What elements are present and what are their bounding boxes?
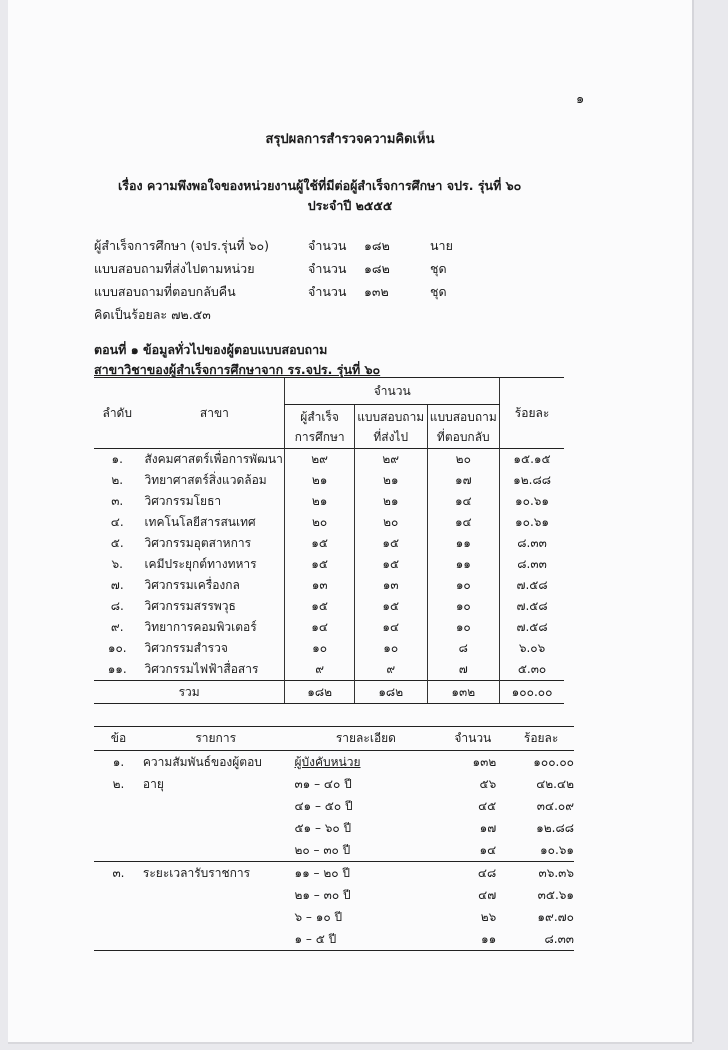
row-percent: ๗.๕๘	[500, 575, 564, 596]
row-order: ๖.	[111, 557, 123, 571]
summary-number: ๑๘๒	[364, 261, 390, 276]
row-graduates: ๑๐	[285, 638, 355, 659]
row-item	[143, 906, 289, 928]
row-order: ๙.	[110, 620, 124, 634]
branch-row	[94, 449, 564, 471]
branch-table	[94, 377, 564, 704]
row-order: ๗.	[110, 578, 124, 592]
summary-number: ๑๓๒	[364, 284, 389, 299]
row-item-no	[94, 839, 143, 862]
row-returned: ๑๐	[427, 617, 500, 638]
summary-number: ๑๘๒	[364, 238, 390, 253]
row-detail: ๓๑ – ๔๐ ปี	[294, 776, 352, 791]
row-percent: ๗.๕๘	[500, 596, 564, 617]
row-returned: ๑๐	[427, 596, 500, 617]
row-count: ๑๓๒	[472, 754, 497, 769]
header-count-group: จำนวน	[285, 378, 500, 405]
branch-row	[94, 575, 564, 596]
row-sent: ๙	[354, 659, 427, 681]
row-sent: ๑๕	[354, 596, 427, 617]
row-detail: ๑๑ – ๒๐ ปี	[288, 862, 437, 885]
row-branch: วิศวกรรมเครื่องกล	[144, 578, 240, 592]
header-graduates: ผู้สำเร็จ การศึกษา	[285, 405, 355, 449]
branch-row	[94, 491, 564, 512]
row-returned: ๑๗	[427, 470, 500, 491]
row-detail: ๑ – ๕ ปี	[288, 928, 437, 951]
row-count: ๕๖	[479, 776, 497, 791]
row-returned: ๑๔	[427, 491, 500, 512]
row-returned: ๑๑	[427, 554, 500, 575]
row-item	[143, 817, 289, 839]
row-order: ๔.	[110, 515, 124, 529]
section-subheading: สาขาวิชาของผู้สำเร็จการศึกษาจาก รร.จปร. รุ่นที่ ๖๐	[94, 362, 381, 377]
row-item-no	[94, 928, 143, 951]
total-sent: ๑๘๒	[354, 681, 427, 704]
header-order: ลำดับ	[94, 378, 140, 449]
total-returned: ๑๓๒	[427, 681, 500, 704]
row-percent: ๑๙.๗๐	[537, 909, 574, 924]
row-graduates: ๑๔	[285, 617, 355, 638]
branch-row	[94, 596, 564, 617]
document-year: ประจำปี ๒๕๕๕	[307, 198, 393, 213]
row-count: ๒๖	[480, 909, 497, 924]
row-detail: ผู้บังคับหน่วย	[294, 754, 361, 769]
percent-line: คิดเป็นร้อยละ ๗๒.๕๓	[94, 307, 211, 322]
row-detail: ๒๐ – ๓๐ ปี	[294, 842, 351, 857]
row-order: ๓.	[111, 494, 124, 508]
branch-row	[94, 617, 564, 638]
row-order: ๑๐.	[107, 641, 127, 655]
header-item: รายการ	[143, 727, 289, 751]
row-order: ๘.	[110, 599, 124, 613]
document-title: สรุปผลการสำรวจความคิดเห็น	[265, 132, 435, 147]
row-sent: ๑๐	[354, 638, 427, 659]
row-graduates: ๒๑	[285, 491, 355, 512]
summary-word: จำนวน	[308, 238, 347, 253]
row-graduates: ๑๕	[285, 533, 355, 554]
header-percent: ร้อยละ	[508, 727, 574, 751]
respondent-row	[94, 751, 574, 774]
total-percent: ๑๐๐.๐๐	[500, 681, 564, 704]
branch-row	[94, 470, 564, 491]
summary-label: แบบสอบถามที่ตอบกลับคืน	[94, 284, 236, 299]
row-returned: ๑๑	[427, 533, 500, 554]
row-sent: ๒๑	[354, 491, 427, 512]
header-count: จำนวน	[437, 727, 508, 751]
row-sent: ๑๔	[354, 617, 427, 638]
row-sent: ๒๐	[354, 512, 427, 533]
document-page	[8, 0, 692, 1042]
row-percent: ๑๐๐.๐๐	[533, 754, 574, 769]
document-subject: เรื่อง ความพึงพอใจของหน่วยงานผู้ใช้ที่มีต่อผู้สำเร็จการศึกษา จปร. รุ่นที่ ๖๐	[118, 178, 522, 193]
summary-label: ผู้สำเร็จการศึกษา (จปร.รุ่นที่ ๖๐)	[94, 238, 270, 253]
row-count: ๔๕	[478, 798, 497, 813]
row-percent: ๓๖.๓๖	[508, 862, 574, 885]
header-detail: รายละเอียด	[288, 727, 437, 751]
row-percent: ๑๕.๑๕	[500, 449, 564, 471]
respondent-row	[94, 884, 574, 906]
row-percent: ๘.๓๓	[508, 928, 574, 951]
row-returned: ๗	[427, 659, 500, 681]
respondent-row	[94, 928, 574, 951]
row-percent: ๘.๓๓	[500, 533, 564, 554]
respondent-row	[94, 839, 574, 862]
summary-label: แบบสอบถามที่ส่งไปตามหน่วย	[94, 261, 255, 276]
row-order: ๒.	[111, 473, 124, 487]
row-returned: ๒๐	[427, 449, 500, 471]
row-item-no	[94, 795, 143, 817]
row-percent: ๕.๓๐	[500, 659, 564, 681]
row-count: ๑๗	[479, 820, 497, 835]
row-item-no: ๓.	[94, 862, 143, 885]
summary-unit: นาย	[430, 238, 453, 253]
branch-table-body	[94, 449, 564, 681]
branch-row	[94, 533, 564, 554]
row-order: ๑๑.	[107, 662, 127, 676]
row-returned: ๘	[427, 638, 500, 659]
row-sent: ๑๓	[354, 575, 427, 596]
row-item	[143, 928, 289, 951]
row-sent: ๑๕	[354, 533, 427, 554]
row-graduates: ๒๙	[285, 449, 355, 471]
row-graduates: ๒๑	[285, 470, 355, 491]
row-item	[143, 839, 289, 862]
row-sent: ๒๙	[354, 449, 427, 471]
summary-word: จำนวน	[308, 284, 347, 299]
page-number: ๑	[576, 92, 585, 107]
row-detail: ๕๑ – ๖๐ ปี	[294, 820, 352, 835]
row-item-no	[94, 817, 143, 839]
header-sent: แบบสอบถาม ที่ส่งไป	[354, 405, 427, 449]
respondent-row	[94, 773, 574, 795]
row-item: ระยะเวลารับราชการ	[143, 862, 289, 885]
row-count: ๑๑	[437, 928, 508, 951]
row-item-no: ๑.	[112, 754, 125, 769]
summary-unit: ชุด	[430, 261, 447, 276]
respondent-row	[94, 862, 574, 885]
row-branch: วิศวกรรมอุตสาหการ	[144, 536, 252, 550]
branch-row	[94, 659, 564, 681]
row-percent: ๑๐.๖๑	[500, 512, 564, 533]
row-branch: วิศวกรรมสรรพวุธ	[144, 599, 236, 613]
row-item-no	[94, 906, 143, 928]
row-detail: ๒๑ – ๓๐ ปี	[294, 887, 351, 902]
branch-row	[94, 554, 564, 575]
row-graduates: ๑๕	[285, 554, 355, 575]
row-percent: ๑๒.๘๘	[500, 470, 564, 491]
row-detail: ๖ – ๑๐ ปี	[294, 909, 343, 924]
row-item	[143, 884, 289, 906]
row-branch: วิทยาศาสตร์สิ่งแวดล้อม	[144, 473, 267, 487]
row-branch: วิศวกรรมโยธา	[144, 494, 222, 508]
row-item-no	[94, 884, 143, 906]
row-graduates: ๙	[285, 659, 355, 681]
row-item	[143, 795, 289, 817]
row-order: ๕.	[110, 536, 124, 550]
header-percent: ร้อยละ	[500, 378, 564, 449]
row-order: ๑.	[94, 449, 140, 471]
row-count: ๔๘	[437, 862, 508, 885]
row-count: ๑๔	[479, 842, 497, 857]
respondent-table-body	[94, 751, 574, 951]
total-graduates: ๑๘๒	[285, 681, 355, 704]
summary-unit: ชุด	[430, 284, 447, 299]
header-returned: แบบสอบถาม ที่ตอบกลับ	[427, 405, 500, 449]
row-count: ๔๗	[478, 887, 497, 902]
row-branch: วิศวกรรมสำรวจ	[144, 641, 228, 655]
row-sent: ๒๑	[354, 470, 427, 491]
row-graduates: ๑๓	[285, 575, 355, 596]
respondent-row	[94, 817, 574, 839]
branch-row	[94, 512, 564, 533]
row-percent: ๓๔.๐๙	[536, 798, 574, 813]
row-branch: เทคโนโลยีสารสนเทศ	[144, 515, 256, 529]
row-sent: ๑๕	[354, 554, 427, 575]
row-percent: ๖.๐๖	[500, 638, 564, 659]
row-percent: ๑๒.๘๘	[536, 820, 574, 835]
row-percent: ๘.๓๓	[500, 554, 564, 575]
row-graduates: ๑๕	[285, 596, 355, 617]
row-branch: วิทยาการคอมพิวเตอร์	[144, 620, 257, 634]
section-heading: ตอนที่ ๑ ข้อมูลทั่วไปของผู้ตอบแบบสอบถาม	[94, 342, 328, 357]
total-label: รวม	[94, 681, 285, 704]
row-detail: ๔๑ – ๕๐ ปี	[294, 798, 353, 813]
branch-row	[94, 638, 564, 659]
row-percent: ๑๐.๖๑	[500, 491, 564, 512]
row-returned: ๑๔	[427, 512, 500, 533]
row-branch: เคมีประยุกต์ทางทหาร	[144, 557, 257, 571]
row-item: อายุ	[142, 776, 164, 791]
row-percent: ๗.๕๘	[500, 617, 564, 638]
row-branch: สังคมศาสตร์เพื่อการพัฒนา	[140, 449, 284, 471]
row-percent: ๔๒.๔๒	[536, 776, 574, 791]
respondent-row	[94, 795, 574, 817]
row-graduates: ๒๐	[285, 512, 355, 533]
header-item-no: ข้อ	[94, 727, 143, 751]
row-percent: ๑๐.๖๑	[540, 842, 574, 857]
respondent-row	[94, 906, 574, 928]
header-branch: สาขา	[140, 378, 284, 449]
row-returned: ๑๐	[427, 575, 500, 596]
summary-word: จำนวน	[308, 261, 347, 276]
row-branch: วิศวกรรมไฟฟ้าสื่อสาร	[144, 662, 259, 676]
row-item-no: ๒.	[112, 776, 125, 791]
respondent-table	[94, 726, 574, 951]
row-percent: ๓๕.๖๑	[537, 887, 574, 902]
row-item: ความสัมพันธ์ของผู้ตอบ	[142, 754, 262, 769]
